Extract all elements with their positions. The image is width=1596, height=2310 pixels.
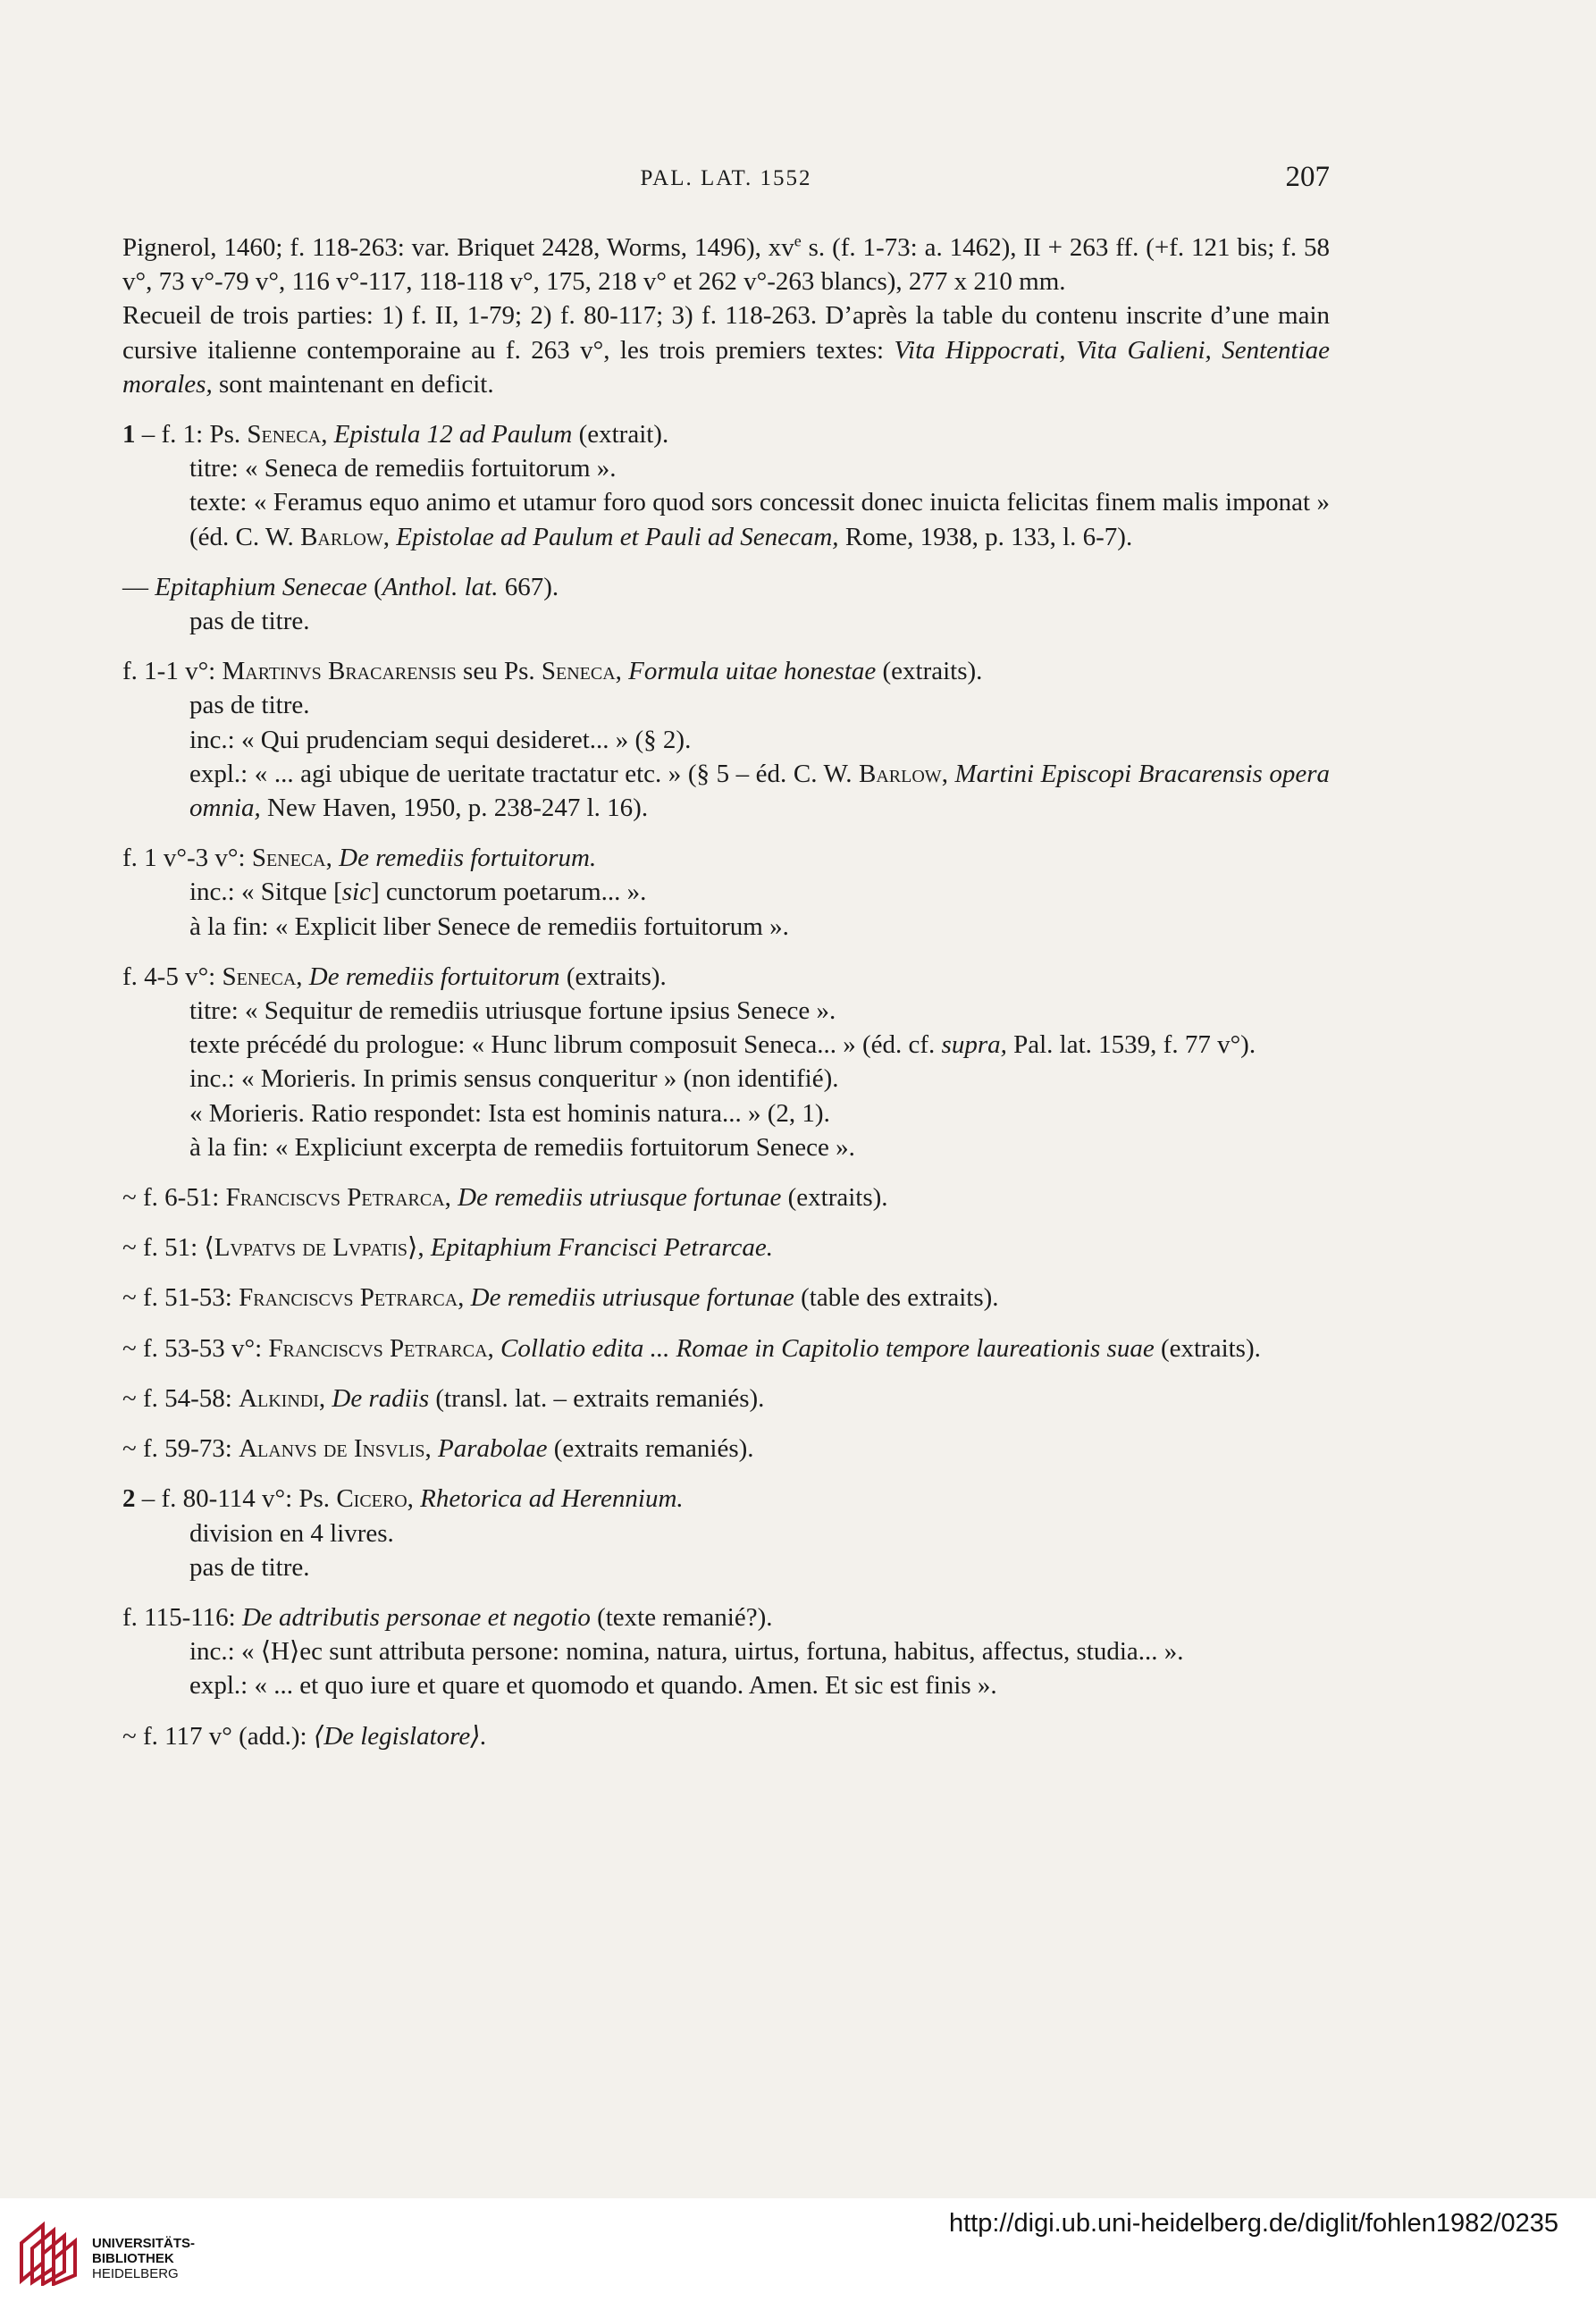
footer-bar [0,2198,1596,2310]
intro-contents: Recueil de trois parties: 1) f. II, 1-79; 2) f. 80-117; 3) f. 118-263. D’après la table du contenu inscrite d’une main cursive italienne contemporaine au f. 263 v°, les trois premiers textes: Vita Hippocrati, Vita Galieni, Sententiae morales, sont maintenant en deficit. [122,301,1330,399]
entry-heading: f. 4-5 v°: Seneca, De remediis fortuitorum (extraits). [122,962,667,991]
library-logo-text [92,2236,195,2281]
entry-heading: 2 – f. 80-114 v°: Ps. Cicero, Rhetorica ad Herennium. [122,1484,684,1514]
entry [122,1482,1330,1584]
entry [122,1600,1330,1703]
library-logo-icon[interactable] [16,2216,86,2286]
entry-heading: f. 115-116: De adtributis personae et negotio (texte remanié?). [122,1602,773,1632]
entry-heading: 1 – f. 1: Ps. Seneca, Epistula 12 ad Paulum (extrait). [122,420,669,449]
running-title: PAL. LAT. 1552 [640,166,812,190]
entry-line: division en 4 livres. [189,1518,394,1548]
entry-line: titre: « Seneca de remediis fortuitorum ». [189,454,617,483]
entry-heading: ~ f. 53-53 v°: Franciscvs Petrarca, Collatio edita ... Romae in Capitolio tempore laureationis suae (extraits). [122,1333,1261,1363]
entry-line: expl.: « ... et quo iure et quare et quomodo et quando. Amen. Et sic est finis ». [189,1671,997,1701]
entry-line: texte précédé du prologue: « Hunc librum composuit Seneca... » (éd. cf. supra, Pal. lat. 1539, f. 77 v°). [189,1030,1256,1060]
intro-physical-description: Pignerol, 1460; f. 118-263: var. Briquet 2428, Worms, 1496), $xv^e$ s. (f. 1-73: a. 1462), II + 263 ff. (+f. 121 bis; f. 58 v°, 73 v°-79 v°, 116 v°-117, 118-118 v°, 175, 218 v° et 262 v°-263 blancs), 277 x 210 mm. [122,231,1330,297]
running-head [122,161,1330,202]
entry-line: pas de titre. [189,1552,310,1582]
entry [122,1432,1330,1466]
entry-heading: ~ f. 54-58: Alkindi, De radiis (transl. lat. – extraits remaniés). [122,1383,765,1413]
page-number: 207 [1285,161,1330,193]
entry-heading: ~ f. 6-51: Franciscvs Petrarca, De remediis utriusque fortunae (extraits). [122,1183,888,1213]
entry [122,1719,1330,1753]
entry-line: à la fin: « Explicit liber Senece de remediis fortuitorum ». [189,911,789,941]
entry-line: « Morieris. Ratio respondet: Ista est hominis natura... » (2, 1). [189,1098,830,1128]
logo-line: HEIDELBERG [92,2266,179,2281]
entry-heading: — Epitaphium Senecae (Anthol. lat. 667). [122,572,559,601]
entry [122,1231,1330,1264]
entry [122,1382,1330,1415]
logo-line: UNIVERSITÄTS- [92,2236,196,2251]
entry [122,1331,1330,1365]
entry-heading: ~ f. 51: ⟨Lvpatvs de Lvpatis⟩, Epitaphium Francisci Petrarcae. [122,1233,773,1263]
entry-heading: f. 1-1 v°: Martinvs Bracarensis seu Ps. Seneca, Formula uitae honestae (extraits). [122,657,983,686]
entry-heading: ~ f. 59-73: Alanvs de Insvlis, Parabolae (extraits remaniés). [122,1434,754,1464]
entry [122,841,1330,944]
entry [122,960,1330,1164]
entry-line: pas de titre. [189,607,310,636]
text-block [122,231,1330,1753]
entry-heading: ~ f. 117 v° (add.): ⟨De legislatore⟩. [122,1721,487,1751]
permalink-url[interactable]: http://digi.ub.uni-heidelberg.de/diglit/fohlen1982/0235 [948,2209,1558,2238]
entry [122,417,1330,554]
entry-line: pas de titre. [189,691,310,720]
entry-line: inc.: « Sitque [sic] cunctorum poetarum... ». [189,878,647,907]
entry-line: titre: « Sequitur de remediis utriusque fortune ipsius Senece ». [189,996,836,1026]
entry-line: inc.: « ⟨H⟩ec sunt attributa persone: nomina, natura, uirtus, fortuna, habitus, affectus, studia... ». [189,1637,1184,1667]
entry-line: à la fin: « Expliciunt excerpta de remediis fortuitorum Senece ». [189,1132,855,1162]
entry-heading: f. 1 v°-3 v°: Seneca, De remediis fortuitorum. [122,844,597,873]
entry-line: expl.: « ... agi ubique de ueritate tractatur etc. » (§ 5 – éd. C. W. Barlow, Martini Episcopi Bracarensis opera omnia, New Haven, 1950, p. 238-247 l. 16). [189,759,1331,823]
entry [122,1180,1330,1214]
entry [122,654,1330,825]
entry [122,1281,1330,1315]
entry-line: inc.: « Morieris. In primis sensus conqueritur » (non identifié). [189,1064,839,1094]
entry-line: inc.: « Qui prudenciam sequi desideret... » (§ 2). [189,725,692,754]
entry-heading: ~ f. 51-53: Franciscvs Petrarca, De remediis utriusque fortunae (table des extraits). [122,1283,999,1313]
entry-line: texte: « Feramus equo animo et utamur foro quod sors concessit donec inuicta felicitas finem malis imponat » (éd. C. W. Barlow, Epistolae ad Paulum et Pauli ad Senecam, Rome, 1938, p. 133, l. 6-7). [189,488,1330,551]
entry [122,570,1330,638]
logo-line: BIBLIOTHEK [92,2251,174,2266]
